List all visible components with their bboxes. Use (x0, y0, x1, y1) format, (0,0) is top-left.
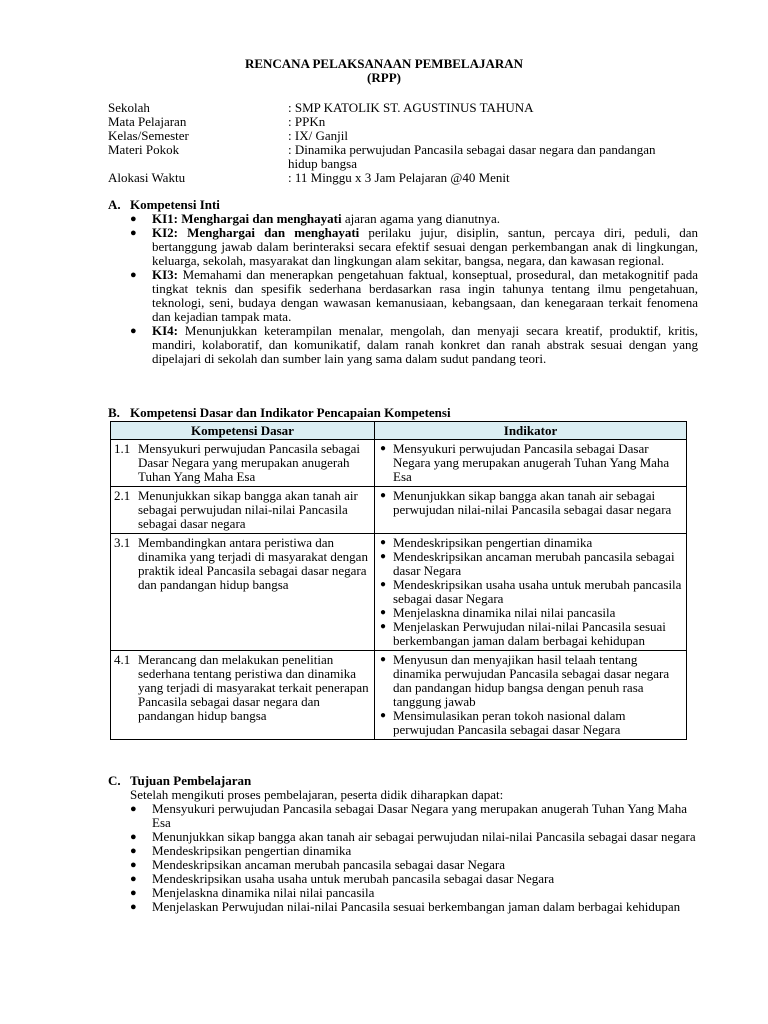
section-heading (108, 406, 698, 420)
objective-text: Menjelaskan Perwujudan nilai-nilai Pancasila sesuai berkembangan jaman dalam berbagai kehidupan (152, 899, 681, 914)
competency-table (110, 421, 687, 740)
list-item (108, 830, 698, 844)
list-item (378, 536, 683, 550)
list-item (378, 550, 683, 578)
indicator-text: Mendeskripsikan pengertian dinamika (393, 535, 593, 550)
objective-text: Mendeskripsikan usaha usaha untuk merubah pancasila sebagai dasar Negara (152, 871, 555, 886)
bullet-icon: ● (380, 551, 387, 562)
column-header-kd: Kompetensi Dasar (111, 422, 375, 440)
list-item (108, 802, 698, 830)
ki-text: perilaku jujur, disiplin, santun, percaya diri, peduli, dan bertanggung jawab dalam berinteraksi secara efektif sesuai dengan perkembangan anak di lingkungan, keluarga, sekolah, masyarakat dan lingkungan alam sekitar, bangsa, negara, dan kawasan regional. (152, 225, 698, 268)
bullet-icon: ● (380, 490, 387, 501)
ki-list (108, 212, 698, 366)
info-value: : PPKn (288, 114, 326, 129)
kd-number: 4.1 (114, 652, 131, 667)
indicator-text: Menjelaskan Perwujudan nilai-nilai Pancasila sesuai berkembangan jaman dalam berbagai kehidupan (393, 619, 666, 648)
info-row-subject (108, 115, 708, 129)
list-item (108, 900, 698, 914)
info-value: : IX/ Ganjil (288, 128, 348, 143)
info-key: Mata Pelajaran (108, 114, 187, 129)
section-letter: C. (108, 773, 121, 788)
bullet-icon: ● (130, 873, 137, 885)
indicator-cell (375, 440, 687, 487)
objective-text: Mendeskripsikan ancaman merubah pancasila sebagai dasar Negara (152, 857, 506, 872)
indicator-text: Mendeskripsikan usaha usaha untuk merubah pancasila sebagai dasar Negara (393, 577, 682, 606)
bullet-icon: ● (380, 443, 387, 454)
bullet-icon: ● (130, 803, 137, 815)
info-value: : SMP KATOLIK ST. AGUSTINUS TAHUNA (288, 100, 534, 115)
kd-text: Menunjukkan sikap bangga akan tanah air sebagai perwujudan nilai-nilai Pancasila sebagai dasar negara (138, 488, 358, 531)
info-key: Materi Pokok (108, 142, 180, 157)
section-title: Tujuan Pembelajaran (130, 773, 252, 788)
bullet-icon: ● (130, 227, 137, 239)
table-row (111, 440, 687, 487)
kd-text: Merancang dan melakukan penelitian sederhana tentang peristiwa dan dinamika yang terjadi di masyarakat terkait penerapan Pancasila sebagai dasar negara dan pandangan hidup bangsa (138, 652, 369, 723)
bullet-icon: ● (380, 607, 387, 618)
section-title: Kompetensi Inti (130, 197, 220, 212)
kd-cell (111, 487, 375, 534)
bullet-icon: ● (380, 654, 387, 665)
bullet-icon: ● (130, 325, 137, 337)
section-kompetensi-inti (108, 198, 698, 366)
info-key: Alokasi Waktu (108, 170, 186, 185)
kd-cell (111, 534, 375, 651)
table-row (111, 534, 687, 651)
list-item (108, 324, 698, 366)
objective-text: Menjelaskna dinamika nilai nilai pancasila (152, 885, 375, 900)
list-item (378, 578, 683, 606)
list-item (108, 226, 698, 268)
info-row-class (108, 129, 708, 143)
objective-text: Menunjukkan sikap bangga akan tanah air sebagai perwujudan nilai-nilai Pancasila sebagai dasar negara (152, 829, 696, 844)
list-item (108, 872, 698, 886)
section-heading (108, 198, 698, 212)
bullet-icon: ● (130, 845, 137, 857)
section-heading (108, 774, 698, 788)
bullet-icon: ● (380, 537, 387, 548)
indicator-cell (375, 651, 687, 740)
table-row (111, 651, 687, 740)
kd-number: 3.1 (114, 535, 131, 550)
list-item (378, 606, 683, 620)
info-key: Kelas/Semester (108, 128, 189, 143)
kd-number: 2.1 (114, 488, 131, 503)
ki-label: KI1: Menghargai dan menghayati (152, 211, 342, 226)
identity-block (108, 101, 708, 185)
indicator-text: Mendeskripsikan ancaman merubah pancasila sebagai dasar Negara (393, 549, 675, 578)
info-row-school (108, 101, 708, 115)
ki-text: Memahami dan menerapkan pengetahuan faktual, konseptual, prosedural, dan metakognitif pada tingkat teknis dan spesifik sederhana berdasarkan rasa ingin tahunya tentang ilmu pengetahuan, teknologi, seni, budaya dengan wawasan kemanusiaan, kebangsaan, dan kenegaraan terkait fenomena dan kejadian tampak mata. (152, 267, 698, 324)
bullet-icon: ● (130, 213, 137, 225)
objective-text: Mendeskripsikan pengertian dinamika (152, 843, 352, 858)
info-value: : 11 Minggu x 3 Jam Pelajaran @40 Menit (288, 170, 510, 185)
bullet-icon: ● (130, 859, 137, 871)
ki-label: KI3: (152, 267, 178, 282)
info-key: Sekolah (108, 100, 150, 115)
kd-text: Membandingkan antara peristiwa dan dinamika yang terjadi di masyarakat dengan praktik ideal Pancasila sebagai dasar negara dan pandangan hidup bangsa (138, 535, 368, 592)
table-row (111, 487, 687, 534)
info-row-time (108, 171, 708, 185)
section-intro: Setelah mengikuti proses pembelajaran, peserta didik diharapkan dapat: (130, 787, 504, 802)
bullet-icon: ● (380, 621, 387, 632)
objectives-list (108, 802, 698, 914)
indicator-text: Mensyukuri perwujudan Pancasila sebagai Dasar Negara yang merupakan anugerah Tuhan Yang Maha Esa (393, 441, 670, 484)
list-item (378, 489, 683, 517)
list-item (108, 886, 698, 900)
section-tujuan-pembelajaran (108, 774, 698, 914)
indicator-text: Mensimulasikan peran tokoh nasional dalam perwujudan Pancasila sebagai dasar Negara (393, 708, 626, 737)
section-letter: B. (108, 405, 120, 420)
list-item (378, 653, 683, 709)
list-item (378, 442, 683, 484)
section-kompetensi-dasar (108, 406, 698, 420)
info-value: : Dinamika perwujudan Pancasila sebagai dasar negara dan pandangan hidup bangsa (288, 142, 656, 171)
indicator-cell (375, 487, 687, 534)
bullet-icon: ● (130, 901, 137, 913)
kd-text: Mensyukuri perwujudan Pancasila sebagai Dasar Negara yang merupakan anugerah Tuhan Yang Maha Esa (138, 441, 361, 484)
ki-text: ajaran agama yang dianutnya. (341, 211, 501, 226)
list-item (108, 212, 698, 226)
document-subtitle: (RPP) (367, 70, 401, 85)
indicator-text: Menunjukkan sikap bangga akan tanah air sebagai perwujudan nilai-nilai Pancasila sebagai dasar negara (393, 488, 672, 517)
ki-label: KI4: (152, 323, 178, 338)
ki-label: KI2: Menghargai dan menghayati (152, 225, 360, 240)
info-row-topic (108, 143, 708, 171)
list-item (378, 709, 683, 737)
list-item (378, 620, 683, 648)
indicator-text: Menjelaskna dinamika nilai nilai pancasila (393, 605, 616, 620)
section-title: Kompetensi Dasar dan Indikator Pencapaian Kompetensi (130, 405, 451, 420)
bullet-icon: ● (130, 887, 137, 899)
indicator-cell (375, 534, 687, 651)
kd-cell (111, 651, 375, 740)
column-header-indicator: Indikator (375, 422, 687, 440)
kd-number: 1.1 (114, 441, 131, 456)
indicator-text: Menyusun dan menyajikan hasil telaah tentang dinamika perwujudan Pancasila sebagai dasar negara dan pandangan hidup bangsa dengan penuh rasa tanggung jawab (393, 652, 670, 709)
objective-text: Mensyukuri perwujudan Pancasila sebagai Dasar Negara yang merupakan anugerah Tuhan Yang Maha Esa (152, 801, 688, 830)
bullet-icon: ● (130, 831, 137, 843)
document-title: RENCANA PELAKSANAAN PEMBELAJARAN (244, 56, 524, 71)
list-item (108, 844, 698, 858)
list-item (108, 268, 698, 324)
bullet-icon: ● (130, 269, 137, 281)
bullet-icon: ● (380, 579, 387, 590)
table-header-row (111, 422, 687, 440)
ki-text: Menunjukkan keterampilan menalar, mengolah, dan menyaji secara kreatif, produktif, kritis, mandiri, kolaboratif, dan komunikatif, dalam ranah konkret dan ranah abstrak sesuai dengan yang dipelajari di sekolah dan sumber lain yang sama dalam sudut pandang teori. (152, 323, 698, 366)
kd-cell (111, 440, 375, 487)
list-item (108, 858, 698, 872)
bullet-icon: ● (380, 710, 387, 721)
section-letter: A. (108, 197, 121, 212)
